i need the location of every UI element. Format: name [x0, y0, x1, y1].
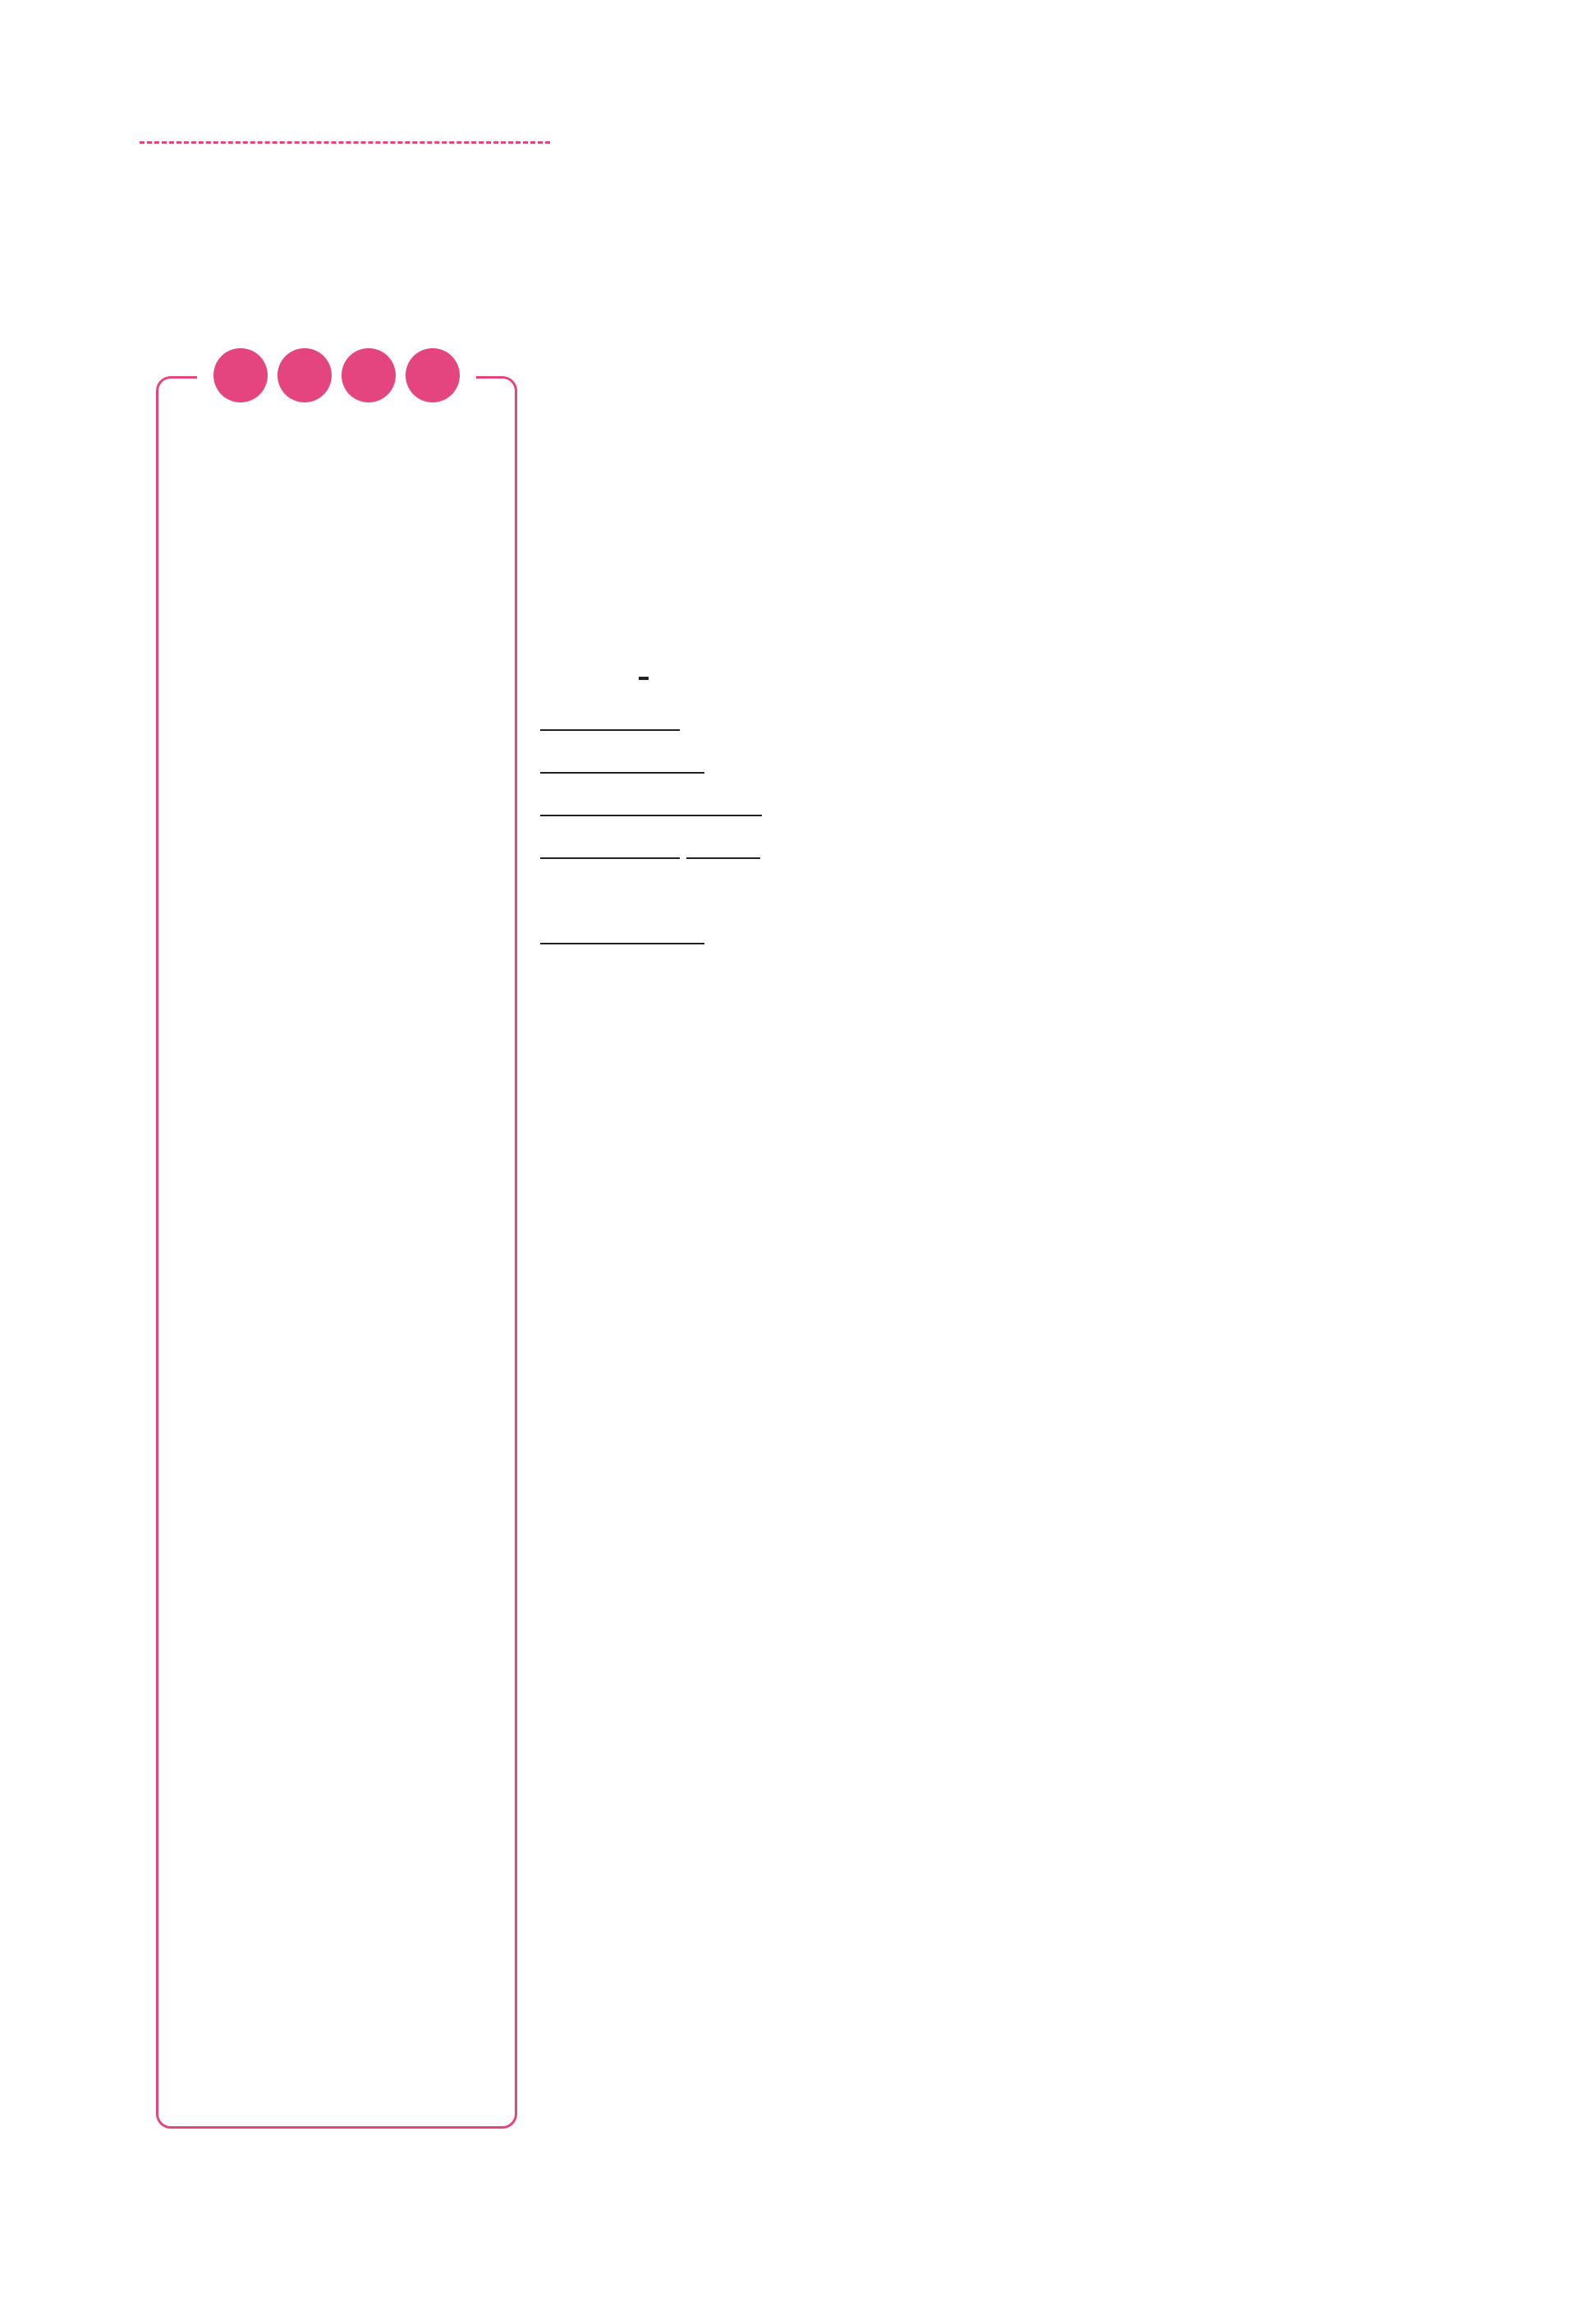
sidebar-box: [156, 376, 517, 2129]
answer-blank[interactable]: [540, 815, 762, 816]
sidebar-title-char: [213, 348, 268, 402]
answer-blank[interactable]: [540, 729, 680, 731]
answer-blank[interactable]: [540, 857, 680, 859]
part2-q3: [540, 793, 762, 823]
part2-q5: [540, 921, 704, 951]
answer-blank[interactable]: [686, 857, 760, 859]
sidebar-title: [197, 345, 476, 407]
part2-q1: [540, 708, 680, 737]
answer-blank[interactable]: [540, 772, 704, 774]
sidebar-title-char: [406, 348, 460, 402]
header-divider: [140, 141, 550, 144]
part2-q2: [540, 751, 704, 780]
answer-blank[interactable]: [540, 943, 704, 944]
lesson-title: [0, 261, 1596, 301]
part2-q4: [540, 836, 760, 866]
phrase-box: [639, 657, 649, 687]
sidebar-title-char: [277, 348, 332, 402]
unit-title: [0, 182, 1596, 233]
sidebar-title-char: [342, 348, 396, 402]
